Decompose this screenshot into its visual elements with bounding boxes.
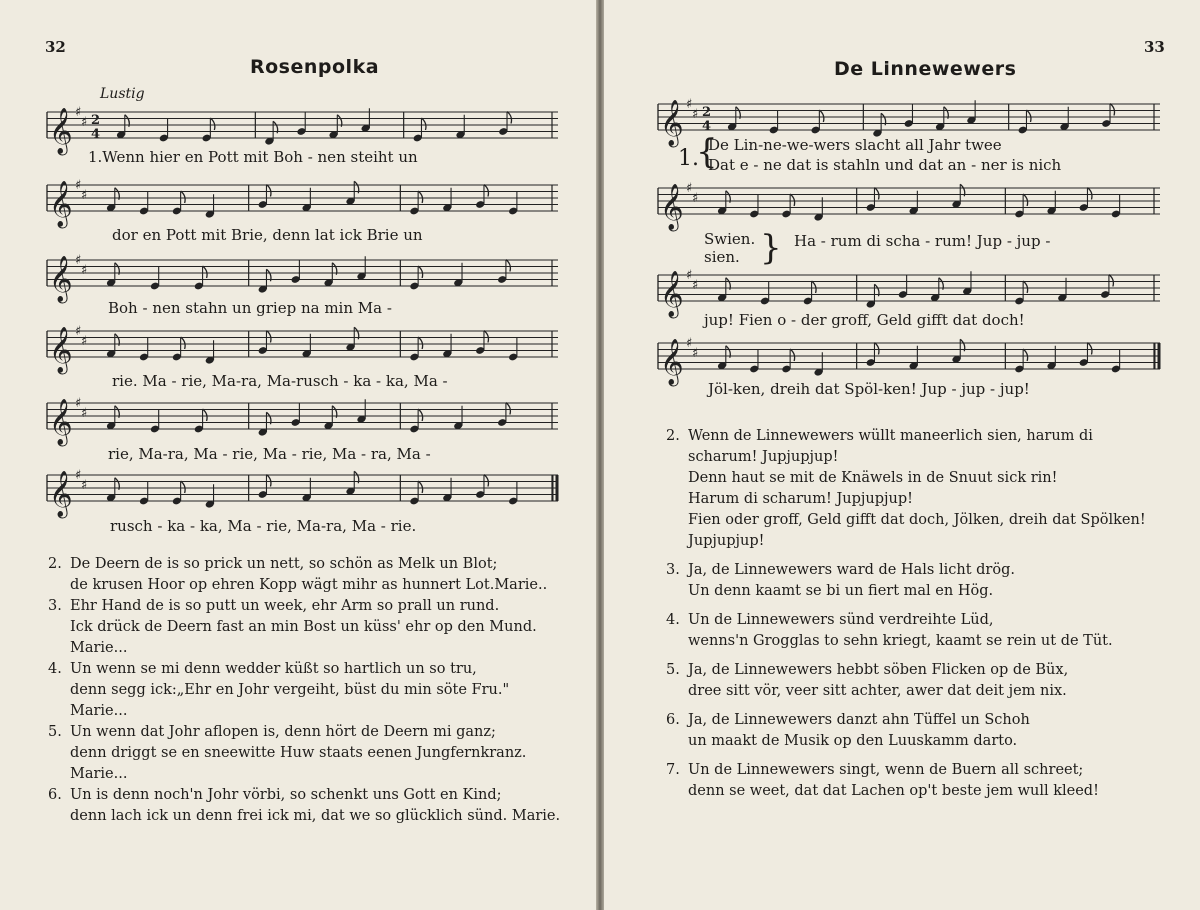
verse-line: Denn haut se mit de Knäwels in de Snuut sick rin!	[688, 470, 1058, 486]
verse-line: Un wenn dat Johr aflopen is, denn hört de Deern mi ganz;	[70, 724, 496, 740]
sharp-icon: ♯	[75, 178, 82, 193]
verse-number: 3.	[666, 562, 680, 578]
treble-clef-icon: 𝄞	[49, 399, 73, 445]
verse-number: 2.	[666, 428, 680, 444]
verse-line: Un is denn noch'n Johr vörbi, so schenkt uns Gott en Kind;	[70, 787, 502, 803]
verse-line: Un denn kaamt se bi un fiert mal en Hög.	[688, 583, 994, 599]
lyric-line: Swien.	[704, 230, 756, 248]
lyric-line: dor en Pott mit Brie, denn lat ick Brie un	[112, 226, 423, 244]
lyric-line: jup! Fien o - der groff, Geld gifft dat doch!	[704, 311, 1025, 329]
verse-number: 4.	[48, 661, 62, 677]
verse-number: 1.	[678, 146, 699, 171]
verse-number: 5.	[48, 724, 62, 740]
verse-line: denn lach ick un denn frei ick mi, dat we so glücklich sünd. Marie.	[70, 808, 561, 824]
tempo-marking: Lustig	[100, 86, 145, 102]
verse-line: wenns'n Grogglas to sehn kriegt, kaamt se rein ut de Tüt.	[688, 633, 1113, 649]
right-page	[604, 0, 1200, 910]
music-staff	[656, 180, 1162, 230]
verse-line: Jupjupjup!	[688, 533, 765, 549]
music-staff	[45, 323, 560, 373]
verse-line: De Deern de is so prick un nett, so schön as Melk un Blot;	[70, 556, 498, 572]
sharp-icon: ♯	[81, 262, 88, 278]
verse-block	[48, 596, 537, 659]
sharp-icon: ♯	[75, 396, 82, 411]
sharp-icon: ♯	[692, 106, 699, 122]
treble-clef-icon: 𝄞	[49, 108, 73, 154]
music-staff	[656, 335, 1162, 385]
sharp-icon: ♯	[692, 345, 699, 361]
verse-line: Un de Linnewewers singt, wenn de Buern all schreet;	[688, 762, 1084, 778]
brace-icon: }	[760, 228, 782, 268]
treble-clef-icon: 𝄞	[49, 471, 73, 517]
verse-line: Un de Linnewewers sünd verdreihte Lüd,	[688, 612, 994, 628]
lyric-line: De Lin-ne-we-wers slacht all Jahr twee	[708, 136, 1002, 154]
lyric-line: 1.Wenn hier en Pott mit Boh - nen steiht un	[88, 148, 418, 166]
verse-line: Ja, de Linnewewers ward de Hals licht drög.	[688, 562, 1015, 578]
verse-number: 2.	[48, 556, 62, 572]
verse-line: Ja, de Linnewewers hebbt söben Flicken op de Büx,	[688, 662, 1069, 678]
treble-clef-icon: 𝄞	[660, 184, 684, 230]
sharp-icon: ♯	[686, 97, 693, 112]
lyric-line: Dat e - ne dat is stahln und dat an - ner is nich	[708, 156, 1062, 174]
sharp-icon: ♯	[692, 277, 699, 293]
verse-line: Ick drück de Deern fast an min Bost un küss' ehr op den Mund.	[70, 619, 537, 635]
music-staff	[45, 104, 560, 154]
verse-block	[666, 660, 1068, 702]
lyric-line: Jöl-ken, dreih dat Spöl-ken! Jup - jup - jup!	[708, 380, 1030, 398]
sharp-icon: ♯	[81, 333, 88, 349]
verse-line: Ja, de Linnewewers danzt ahn Tüffel un Schoh	[688, 712, 1030, 728]
verse-block	[666, 710, 1030, 752]
sharp-icon: ♯	[81, 114, 88, 130]
verse-line: dree sitt vör, veer sitt achter, awer dat deit jem nix.	[688, 683, 1067, 699]
verse-line: de krusen Hoor op ehren Kopp wägt mihr as hunnert Lot.Marie..	[70, 577, 548, 593]
verse-block	[48, 554, 547, 596]
time-signature: 4	[702, 119, 712, 134]
sharp-icon: ♯	[75, 468, 82, 483]
sharp-icon: ♯	[81, 405, 88, 421]
lyric-line: rie, Ma-ra, Ma - rie, Ma - rie, Ma - ra, Ma -	[108, 445, 431, 463]
verse-line: scharum! Jupjupjup!	[688, 449, 839, 465]
music-staff	[45, 252, 560, 302]
verse-number: 7.	[666, 762, 680, 778]
brace-icon: {	[696, 132, 718, 172]
sharp-icon: ♯	[686, 268, 693, 283]
verse-line: Fien oder groff, Geld gifft dat doch, Jölken, dreih dat Spölken!	[688, 512, 1146, 528]
verse-line: Marie...	[70, 766, 128, 782]
treble-clef-icon: 𝄞	[49, 256, 73, 302]
verse-block	[666, 760, 1099, 802]
verse-line: Harum di scharum! Jupjupjup!	[688, 491, 913, 507]
verse-line: denn se weet, dat dat Lachen op't beste jem wull kleed!	[688, 783, 1099, 799]
lyric-line: sien.	[704, 248, 740, 266]
lyric-line: Boh - nen stahn un griep na min Ma -	[108, 299, 392, 317]
treble-clef-icon: 𝄞	[49, 181, 73, 227]
music-staff	[45, 467, 560, 517]
sharp-icon: ♯	[81, 477, 88, 493]
verse-line: denn driggt se en sneewitte Huw staats eenen Jungfernkranz.	[70, 745, 527, 761]
treble-clef-icon: 𝄞	[660, 271, 684, 317]
sharp-icon: ♯	[686, 181, 693, 196]
song-title: De Linnewewers	[834, 58, 1017, 80]
verse-line: Marie...	[70, 640, 128, 656]
treble-clef-icon: 𝄞	[660, 339, 684, 385]
song-title: Rosenpolka	[250, 56, 380, 78]
sharp-icon: ♯	[686, 336, 693, 351]
sharp-icon: ♯	[75, 105, 82, 120]
verse-number: 4.	[666, 612, 680, 628]
verse-line: Wenn de Linnewewers wüllt maneerlich sien, harum di	[688, 428, 1093, 444]
verse-number: 3.	[48, 598, 62, 614]
verse-block	[666, 560, 1015, 602]
page-number: 33	[1144, 38, 1165, 56]
verse-number: 6.	[666, 712, 680, 728]
time-signature: 2	[91, 113, 101, 128]
sharp-icon: ♯	[692, 190, 699, 206]
lyric-line: rusch - ka - ka, Ma - rie, Ma-ra, Ma - rie.	[110, 517, 417, 535]
time-signature: 2	[702, 105, 712, 120]
music-staff	[45, 177, 560, 227]
verse-number: 5.	[666, 662, 680, 678]
verse-block	[48, 659, 509, 722]
treble-clef-icon: 𝄞	[660, 100, 684, 146]
verse-block	[666, 610, 1113, 652]
verse-number: 6.	[48, 787, 62, 803]
page-number: 32	[45, 38, 66, 56]
left-page	[0, 0, 598, 910]
verse-block	[48, 722, 526, 785]
verse-block	[666, 426, 1146, 552]
verse-line: un maakt de Musik op den Luuskamm darto.	[688, 733, 1018, 749]
verse-line: Un wenn se mi denn wedder küßt so hartlich un so tru,	[70, 661, 477, 677]
time-signature: 4	[91, 127, 101, 142]
sharp-icon: ♯	[75, 253, 82, 268]
music-staff	[45, 395, 560, 445]
verse-line: denn segg ick:„Ehr en Johr vergeiht, büst du min söte Fru."	[70, 682, 510, 698]
lyric-line: rie. Ma - rie, Ma-ra, Ma-rusch - ka - ka, Ma -	[112, 372, 448, 390]
lyric-line: Ha - rum di scha - rum! Jup - jup -	[794, 232, 1051, 250]
verse-line: Marie...	[70, 703, 128, 719]
treble-clef-icon: 𝄞	[49, 327, 73, 373]
sharp-icon: ♯	[81, 187, 88, 203]
verse-block	[48, 785, 560, 827]
verse-line: Ehr Hand de is so putt un week, ehr Arm so prall un rund.	[70, 598, 500, 614]
music-staff	[656, 267, 1162, 317]
sharp-icon: ♯	[75, 324, 82, 339]
